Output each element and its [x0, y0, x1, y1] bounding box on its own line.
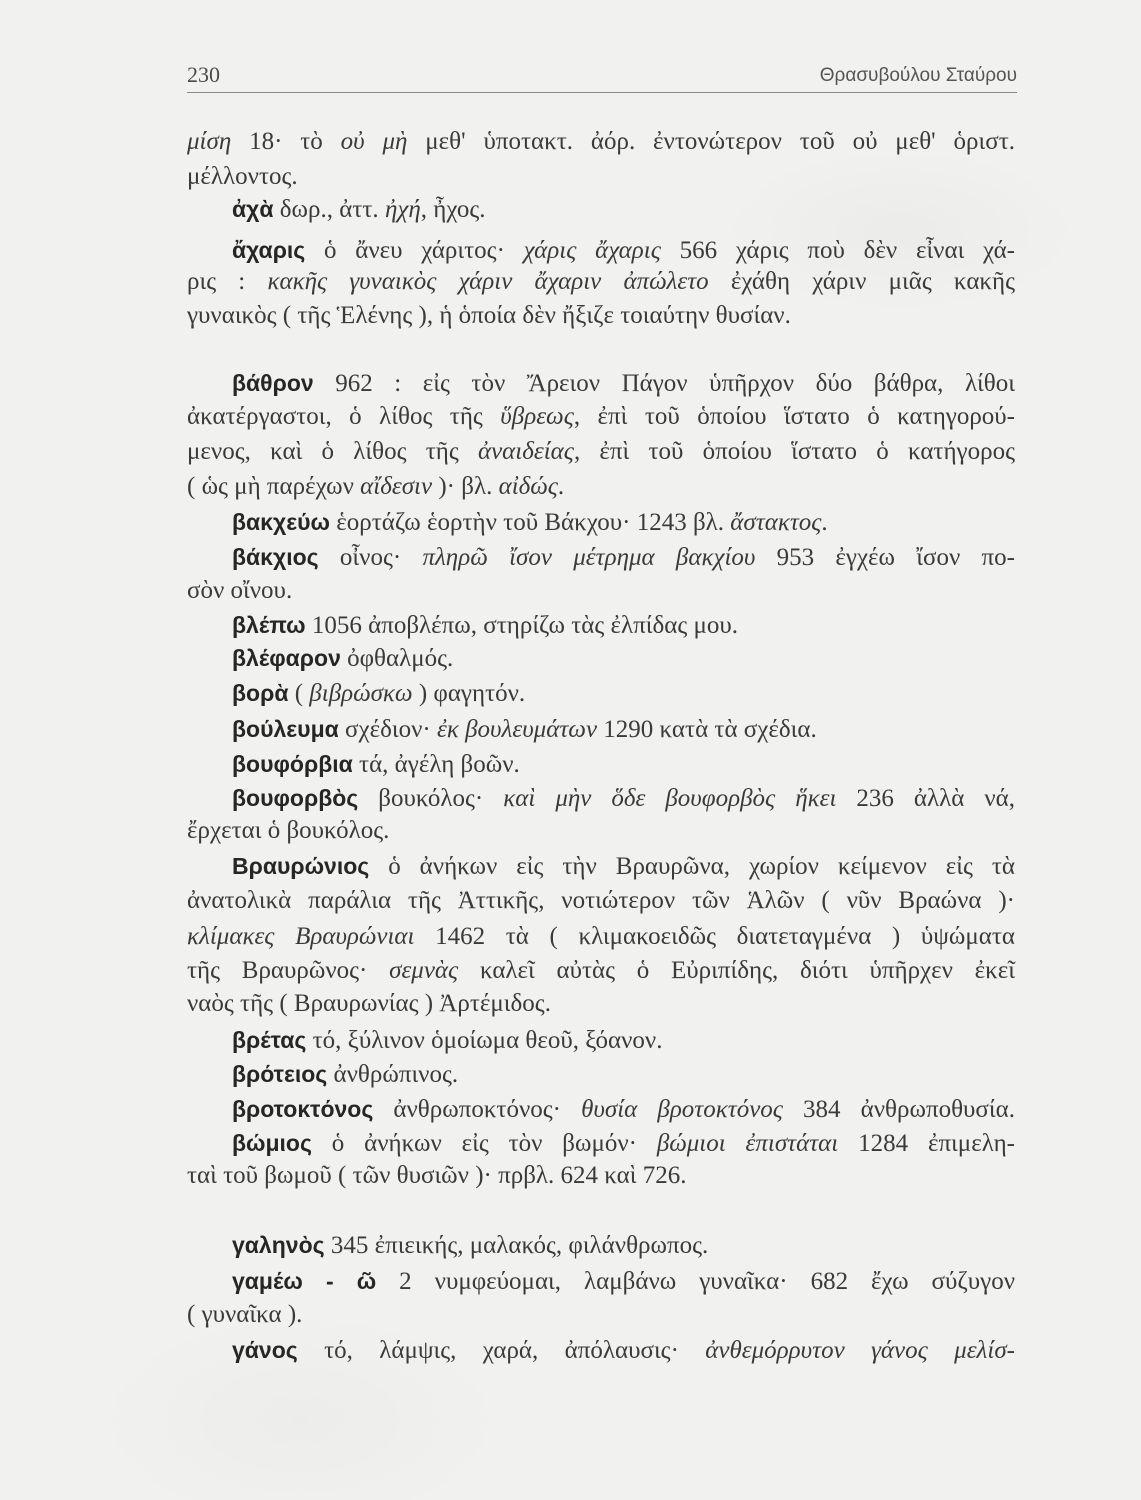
running-head: Θρασυβούλου Σταύρου: [819, 65, 1017, 86]
gloss-text: , ἐπὶ τοῦ ὁποίου ἵστατο ὁ κατήγορος: [573, 438, 1015, 465]
gloss-text: 962 : εἰς τὸν Ἄρειον Πάγον ὑπῆρχον δύο βάθρα, λίθοι: [313, 370, 1015, 397]
quoted-text: ἀνθεμόρρυτον γάνος μελίσ-: [705, 1337, 1015, 1364]
quoted-text: σεμνὰς: [389, 957, 459, 984]
gloss-text: ἀνθρωποκτόνος·: [373, 1096, 582, 1123]
gloss-text: τῆς Βραυρῶνος·: [187, 957, 390, 984]
headword: βρέτας: [232, 1027, 307, 1053]
gloss-text: ὁ ἄνευ χάριτος·: [305, 237, 524, 264]
text-line: [187, 954, 1015, 988]
quoted-text: ἄστακτος: [730, 509, 822, 536]
headword: βρότειος: [232, 1061, 328, 1087]
gloss-text: μέλλοντος.: [187, 163, 298, 190]
text-line: [187, 574, 1015, 608]
text-line: [232, 641, 1015, 675]
gloss-text: καλεῖ αὐτὰς ὁ Εὐριπίδης, διότι ὑπῆρχεν ἐκεῖ: [458, 957, 1016, 984]
text-line: [232, 1264, 1015, 1298]
quoted-text: οὐ μὴ: [340, 128, 408, 155]
headword: Βραυρώνιος: [232, 853, 370, 879]
gloss-text: ἐχάθη χάριν μιᾶς κακῆς: [708, 268, 1015, 295]
gloss-text: 345 ἐπιεικής, μαλακός, φιλάνθρωπος.: [324, 1232, 709, 1259]
text-line: [187, 814, 1015, 848]
gloss-text: ὀφθαλμός.: [340, 645, 454, 672]
headword: βακχεύω: [232, 509, 330, 535]
gloss-text: μεθ' ὑποτακτ. ἀόρ. ἐντονώτερον τοῦ οὐ μεθ' ὁριστ.: [407, 128, 1015, 155]
text-line: [232, 849, 1015, 883]
text-line: [187, 265, 1015, 299]
headword: βλέπω: [232, 612, 306, 638]
headword: γαληνὸς: [232, 1232, 325, 1258]
text-line: [232, 747, 1015, 781]
gloss-text: μενος, καὶ ὁ λίθος τῆς: [187, 438, 478, 465]
text-line: [232, 608, 1015, 642]
text-line: [187, 1298, 1015, 1332]
quoted-text: θυσία βροτοκτόνος: [581, 1096, 783, 1123]
gloss-text: ἀνθρώπινος.: [327, 1061, 459, 1088]
text-line: [187, 160, 1015, 194]
text-line: [187, 470, 1015, 504]
gloss-text: 1290 κατὰ τὰ σχέδια.: [597, 716, 817, 743]
gloss-text: ρις :: [187, 268, 268, 295]
gloss-text: δωρ., ἀττ.: [273, 196, 385, 223]
text-line: [232, 192, 1015, 226]
text-line: [232, 1023, 1015, 1057]
text-line: [232, 781, 1015, 815]
headword: γάνος: [232, 1337, 298, 1363]
gloss-text: ἀκατέργαστοι, ὁ λίθος τῆς: [187, 403, 501, 430]
headword: βώμιος: [232, 1130, 312, 1156]
text-line: [232, 233, 1015, 267]
headword: βορὰ: [232, 680, 289, 706]
quoted-text: αἴδεσιν: [360, 473, 433, 500]
gloss-text: ὁ ἀνήκων εἰς τὴν Βραυρῶνα, χωρίον κείμενον εἰς τὰ: [369, 853, 1015, 880]
gloss-text: 953 ἐγχέω ἴσον πο-: [755, 544, 1015, 571]
gloss-text: σὸν οἴνου.: [187, 577, 293, 604]
gloss-text: 566 χάρις ποὺ δὲν εἶναι χά-: [660, 237, 1016, 264]
quoted-text: ἐκ βουλευμάτων: [437, 716, 598, 743]
gloss-text: ναὸς τῆς ( Βραυρωνίας ) Ἀρτέμιδος.: [187, 990, 551, 1017]
gloss-text: 236 ἀλλὰ νά,: [836, 785, 1015, 812]
text-line: [187, 400, 1015, 434]
text-line: [232, 1333, 1015, 1367]
gloss-text: ( γυναῖκα ).: [187, 1301, 303, 1328]
headword: βροτοκτόνος: [232, 1096, 374, 1122]
gloss-text: ὁ ἀνήκων εἰς τὸν βωμόν·: [311, 1130, 657, 1157]
text-line: [232, 540, 1015, 574]
text-line: [232, 676, 1015, 710]
gloss-text: ) φαγητόν.: [412, 680, 526, 707]
headword: βλέφαρον: [232, 645, 341, 671]
quoted-text: κακῆς γυναικὸς χάριν ἄχαριν ἀπώλετο: [267, 268, 709, 295]
gloss-text: ταὶ τοῦ βωμοῦ ( τῶν θυσιῶν )· πρβλ. 624 καὶ 726.: [187, 1162, 687, 1189]
text-line: [232, 366, 1015, 400]
gloss-text: 1056 ἀποβλέπω, στηρίζω τὰς ἐλπίδας μου.: [305, 612, 739, 639]
header-rule: [187, 92, 1017, 93]
gloss-text: 2 νυμφεύομαι, λαμβάνω γυναῖκα· 682 ἔχω σύζυγον: [376, 1268, 1015, 1295]
gloss-text: 18· τὸ: [231, 128, 341, 155]
text-line: [232, 505, 1015, 539]
gloss-text: (: [288, 680, 310, 707]
quoted-text: κλίμακες Βραυρώνιαι: [187, 923, 415, 950]
text-line: [232, 712, 1015, 746]
headword: γαμέω - ῶ: [232, 1268, 377, 1294]
headword: βουφορβὸς: [232, 785, 359, 811]
text-line: [187, 125, 1015, 159]
text-line: [187, 920, 1015, 954]
gloss-text: βουκόλος·: [358, 785, 504, 812]
headword: ἀχὰ: [232, 196, 274, 222]
gloss-text: 384 ἀνθρωποθυσία.: [782, 1096, 1015, 1123]
text-line: [232, 1126, 1015, 1160]
page-number: 230: [187, 62, 220, 87]
gloss-text: , ἦχος.: [420, 196, 486, 223]
quoted-text: πληρῶ ἴσον μέτρημα βακχίου: [422, 544, 756, 571]
text-line: [187, 435, 1015, 469]
text-line: [232, 1092, 1015, 1126]
headword: βούλευμα: [232, 716, 339, 742]
gloss-text: , ἐπὶ τοῦ ὁποίου ἵστατο ὁ κατηγορού-: [573, 403, 1016, 430]
gloss-text: ( ὡς μὴ παρέχων: [187, 473, 361, 500]
gloss-text: ἀνατολικὰ παράλια τῆς Ἀττικῆς, νοτιώτερον τῶν Ἁλῶν ( νῦν Βραώνα )·: [187, 887, 1015, 914]
gloss-text: ἑορτάζω ἑορτὴν τοῦ Βάκχου· 1243 βλ.: [329, 509, 731, 536]
gloss-text: γυναικὸς ( τῆς Ἑλένης ), ἡ ὁποία δὲν ἤξιζε τοιαύτην θυσίαν.: [187, 302, 791, 329]
gloss-text: σχέδιον·: [338, 716, 437, 743]
quoted-text: μίση: [187, 128, 232, 155]
text-line: [187, 1159, 1015, 1193]
gloss-text: τό, ξύλινον ὁμοίωμα θεοῦ, ξόανον.: [306, 1027, 663, 1054]
quoted-text: ὕβρεως: [500, 403, 574, 430]
quoted-text: αἰδώς: [498, 473, 558, 500]
gloss-text: ἔρχεται ὁ βουκόλος.: [187, 817, 390, 844]
quoted-text: βώμιοι ἐπιστάται: [656, 1130, 839, 1157]
text-line: [187, 884, 1015, 918]
headword: ἄχαρις: [232, 237, 306, 263]
headword: βάθρον: [232, 370, 314, 396]
quoted-text: καὶ μὴν ὅδε βουφορβὸς ἥκει: [503, 785, 837, 812]
text-line: [187, 299, 1015, 333]
headword: βουφόρβια: [232, 751, 353, 777]
gloss-text: 1284 ἐπιμελη-: [838, 1130, 1015, 1157]
gloss-text: .: [557, 473, 565, 500]
quoted-text: ἀναιδείας: [477, 438, 574, 465]
quoted-text: χάρις ἄχαρις: [523, 237, 661, 264]
gloss-text: .: [821, 509, 828, 536]
text-line: [187, 987, 1015, 1021]
gloss-text: οἶνος·: [318, 544, 423, 571]
quoted-text: ἠχή: [384, 196, 421, 223]
headword: βάκχιος: [232, 544, 319, 570]
gloss-text: τά, ἀγέλη βοῶν.: [352, 751, 520, 778]
gloss-text: τό, λάμψις, χαρά, ἀπόλαυσις·: [297, 1337, 706, 1364]
text-line: [232, 1057, 1015, 1091]
gloss-text: 1462 τὰ ( κλιμακοειδῶς διατεταγμένα ) ὑψώματα: [414, 923, 1015, 950]
quoted-text: βιβρώσκω: [309, 680, 413, 707]
gloss-text: )· βλ.: [432, 473, 499, 500]
text-line: [232, 1228, 1015, 1262]
